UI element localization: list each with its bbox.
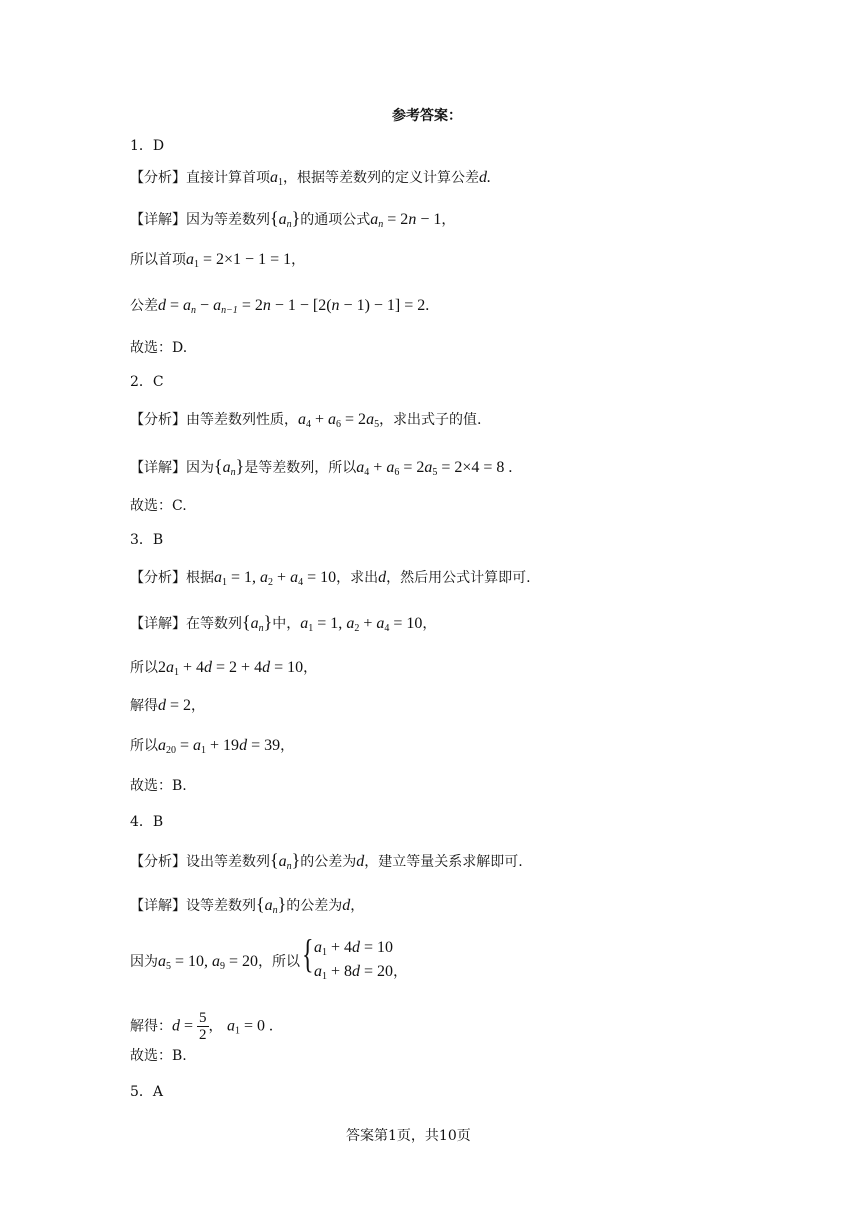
q4-detail: 【详解】设等差数列$\{a_n\}$的公差为d，: [130, 894, 365, 916]
q1-analysis: 【分析】直接计算首项$a_1$，根据等差数列的定义计算公差d.: [130, 169, 491, 188]
q4-analysis: 【分析】设出等差数列$\{a_n\}$的公差为d，建立等量关系求解即可.: [130, 850, 523, 872]
q1-conclusion: 故选：D.: [130, 340, 188, 356]
q4-eq2: $a_1 + 8d = 20$，: [314, 963, 408, 982]
q4-eq1: $a_1 + 4d = 10$: [314, 939, 394, 958]
q3-detail: 【详解】在等数列$\{a_n\}$中，$a_1 = 1$, $a_2 + a_4 = 10$，: [130, 612, 437, 634]
q4-equation-system: [302, 931, 408, 984]
q3-conclusion: 故选：B.: [130, 778, 187, 794]
fraction-5-2: $\frac{5}{2}$: [199, 1010, 207, 1043]
q1-common-difference: 公差$d = a_n - a_{n-1} = 2n - 1 - [2(n - 1) - 1] = 2$.: [130, 297, 430, 316]
q2-conclusion: 故选：C.: [130, 498, 187, 514]
q3-a20: 所以$a_{20} = a_1 + 19d = 39$，: [130, 737, 295, 756]
page-footer: 答案第1页，共10页: [346, 1128, 471, 1144]
q1-first-term: 所以首项$a_1 = 2\times 1 - 1 = 1$，: [130, 251, 306, 270]
q3-analysis: 【分析】根据$a_1 = 1$, $a_2 + a_4 = 10$，求出d，然后用公式计算即可.: [130, 569, 531, 588]
q2-answer: 2．C: [130, 374, 164, 390]
left-brace-icon: {: [302, 931, 314, 976]
page-title: 参考答案：: [392, 108, 462, 124]
q2-analysis: 【分析】由等差数列性质，$a_4 + a_6 = 2a_5$，求出式子的值.: [130, 411, 482, 430]
q3-solve-d: 解得d = 2，: [130, 697, 206, 714]
q4-given: 因为$a_5 = 10$, $a_9 = 20$，所以: [130, 953, 301, 972]
q4-conclusion: 故选：B.: [130, 1048, 187, 1064]
q1-detail: 【详解】因为等差数列$\{a_n\}$的通项公式$a_n = 2n - 1$，: [130, 208, 456, 230]
q4-solution: 解得：d = $\frac{5}{2}$ ， $a_1 = 0$ .: [130, 1010, 274, 1043]
q2-detail: 【详解】因为$\{a_n\}$是等差数列，所以$a_4 + a_6 = 2a_5 = 2\times 4 = 8$ .: [130, 456, 513, 478]
q3-answer: 3．B: [130, 532, 164, 548]
q4-answer: 4．B: [130, 814, 164, 830]
q3-equation: 所以$2a_1 + 4d = 2 + 4d = 10$，: [130, 659, 318, 678]
q5-answer: 5．A: [130, 1084, 164, 1100]
q1-answer: 1．D: [130, 138, 165, 154]
